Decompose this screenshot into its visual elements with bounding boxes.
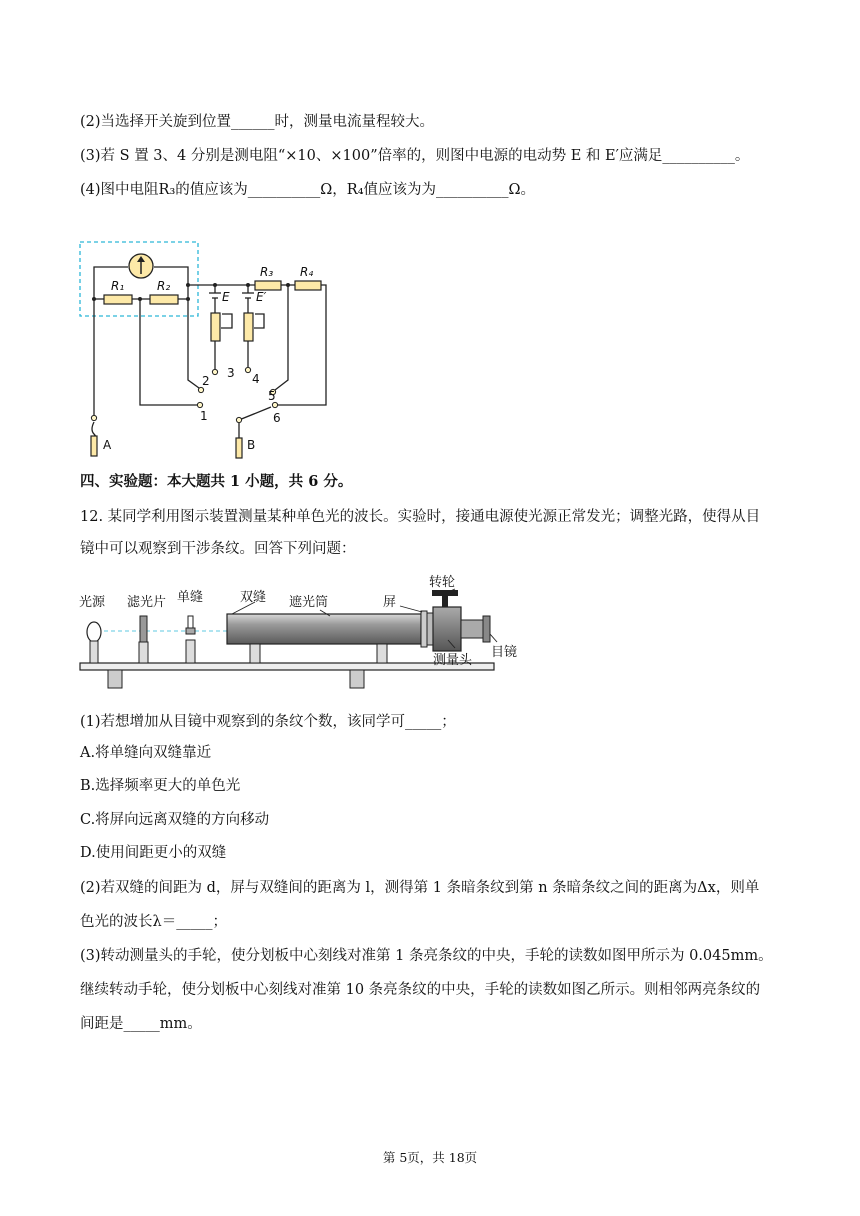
eyepiece-icon bbox=[483, 616, 490, 642]
label-filter: 滤光片 bbox=[127, 595, 167, 610]
multimeter-circuit-diagram bbox=[70, 235, 340, 465]
label-single-slit: 单缝 bbox=[177, 590, 204, 605]
label-2: 2 bbox=[202, 374, 210, 388]
q12-intro-line2: 镜中可以观察到干涉条纹。回答下列问题： bbox=[80, 541, 356, 557]
q12-intro-line1: 12. 某同学利用图示装置测量某种单色光的波长。实验时，接通电源使光源正常发光；调整光路，使得从目 bbox=[80, 509, 761, 525]
q12-sub3-line2: 继续转动手轮，使分划板中心刻线对准第 10 条亮条纹的中央，手轮的读数如图乙所示。则相邻两亮条纹的 bbox=[80, 982, 761, 998]
single-slit-icon bbox=[188, 616, 193, 628]
terminal-1 bbox=[197, 402, 202, 407]
rheostat-e-prime bbox=[244, 313, 253, 341]
label-screen: 屏 bbox=[383, 595, 397, 610]
galvanometer-box bbox=[80, 242, 198, 316]
terminal-3 bbox=[212, 369, 217, 374]
q12-sub3-line1: (3)转动测量头的手轮，使分划板中心刻线对准第 1 条亮条纹的中央，手轮的读数如图甲所示为 0.045mm。 bbox=[80, 948, 773, 964]
probe-b bbox=[236, 438, 242, 458]
q12-sub2-line2: 色光的波长λ＝_____； bbox=[80, 914, 227, 930]
q12-sub1: (1)若想增加从目镜中观察到的条纹个数，该同学可_____； bbox=[80, 714, 456, 730]
label-r3: R₃ bbox=[260, 265, 274, 279]
q12-sub3-line3: 间距是_____mm。 bbox=[80, 1016, 202, 1032]
page-number: 第 5页，共 18页 bbox=[382, 1150, 478, 1165]
probe-a bbox=[91, 436, 97, 456]
rheostat-e bbox=[211, 313, 220, 341]
label-a: A bbox=[103, 438, 112, 452]
light-source-icon bbox=[87, 622, 101, 642]
option-d: D.使用间距更小的双缝 bbox=[80, 845, 227, 861]
terminal-6 bbox=[272, 402, 277, 407]
label-r1: R₁ bbox=[111, 279, 125, 293]
label-b: B bbox=[247, 438, 256, 452]
label-wheel: 转轮 bbox=[429, 575, 456, 590]
switch-pivot bbox=[236, 417, 241, 422]
light-tube bbox=[227, 614, 421, 644]
label-6: 6 bbox=[273, 411, 281, 425]
label-r4: R₄ bbox=[300, 265, 314, 279]
label-e: E bbox=[222, 290, 230, 304]
optical-bench bbox=[80, 663, 494, 670]
q12-sub2-line1: (2)若双缝的间距为 d，屏与双缝间的距离为 l，测得第 1 条暗条纹到第 n 条暗条纹之间的距离为Δx，则单 bbox=[80, 880, 760, 896]
label-r2: R₂ bbox=[157, 279, 171, 293]
option-c: C.将屏向远离双缝的方向移动 bbox=[80, 812, 270, 828]
label-double-slit: 双缝 bbox=[240, 590, 267, 605]
label-3: 3 bbox=[227, 366, 235, 380]
q11-part4: (4)图中电阻R₃的值应该为__________Ω，R₄值应该为为__________Ω。 bbox=[80, 182, 536, 198]
wheel-icon bbox=[432, 590, 458, 596]
screen-icon bbox=[421, 611, 427, 647]
resistor-r2 bbox=[150, 295, 178, 304]
option-a: A.将单缝向双缝靠近 bbox=[80, 745, 212, 761]
terminal-a bbox=[91, 415, 96, 420]
filter-icon bbox=[140, 616, 147, 642]
resistor-r3 bbox=[255, 281, 281, 290]
label-measuring-head: 测量头 bbox=[433, 653, 473, 668]
label-1: 1 bbox=[200, 409, 208, 423]
resistor-r4 bbox=[295, 281, 321, 290]
terminal-4 bbox=[245, 367, 250, 372]
q11-part3: (3)若 S 置 3、4 分别是测电阻“×10、×100”倍率的，则图中电源的电动势 E 和 E′应满足__________。 bbox=[80, 148, 750, 164]
resistor-r1 bbox=[104, 295, 132, 304]
section-heading: 四、实验题：本大题共 1 小题，共 6 分。 bbox=[80, 473, 353, 490]
measuring-head bbox=[433, 607, 461, 651]
label-eyepiece: 目镜 bbox=[491, 645, 518, 660]
label-e-prime: E′ bbox=[256, 290, 267, 304]
q11-part2: (2)当选择开关旋到位置______时，测量电流量程较大。 bbox=[80, 114, 435, 130]
label-4: 4 bbox=[252, 372, 260, 386]
label-5: 5 bbox=[268, 389, 276, 403]
label-tube: 遮光筒 bbox=[289, 595, 329, 610]
option-b: B.选择频率更大的单色光 bbox=[80, 778, 241, 794]
terminal-2 bbox=[198, 387, 203, 392]
label-light-source: 光源 bbox=[79, 595, 106, 610]
double-slit-apparatus-diagram bbox=[75, 568, 525, 693]
